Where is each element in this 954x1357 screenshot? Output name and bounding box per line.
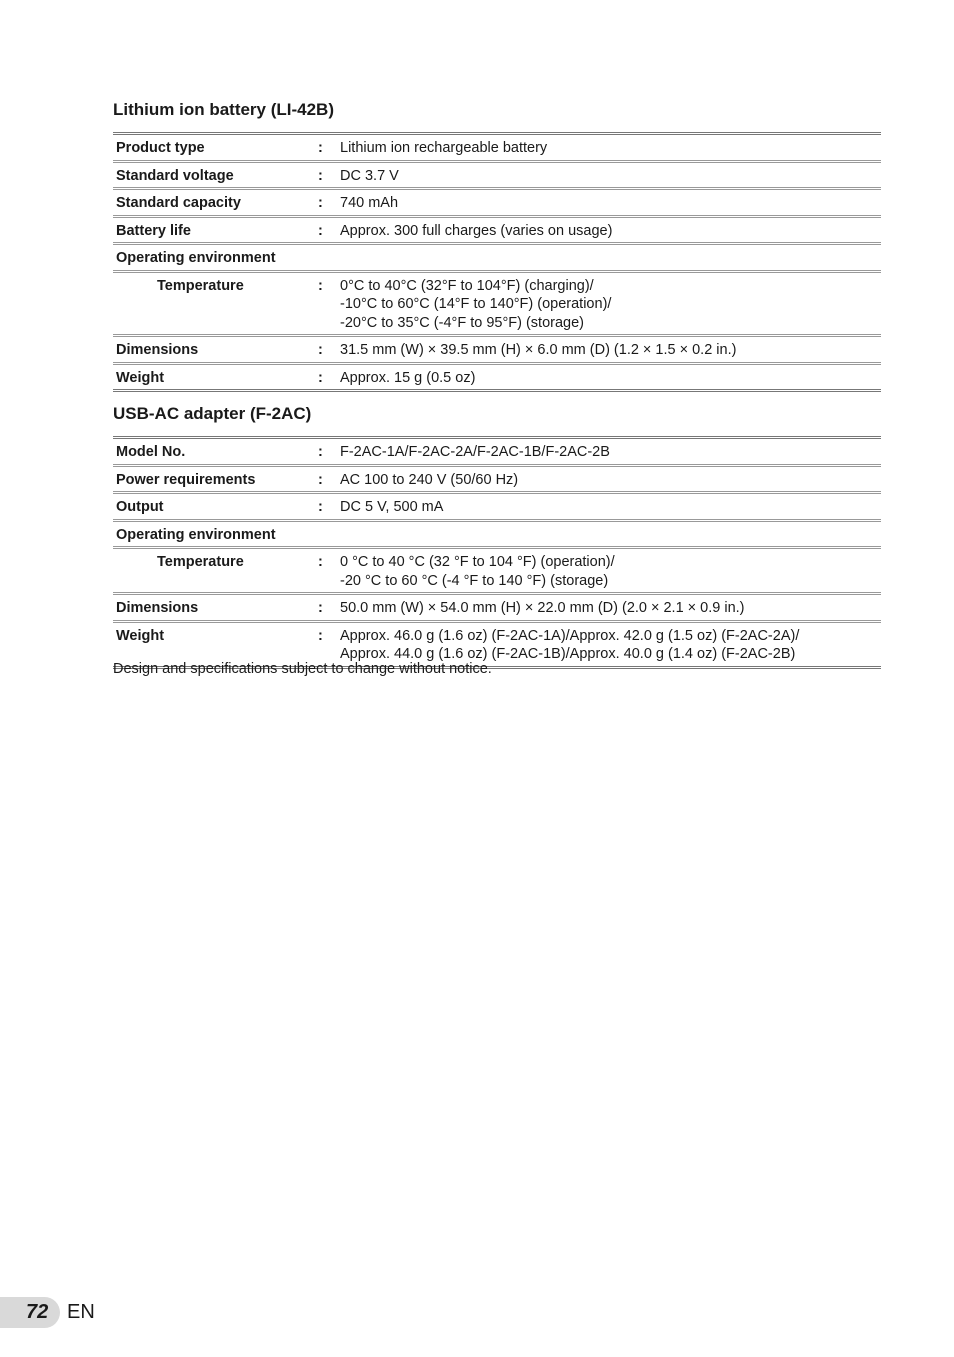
spec-label: Product type xyxy=(116,140,205,156)
spec-value xyxy=(340,277,881,333)
spec-colon: : xyxy=(318,600,323,616)
spec-value xyxy=(340,139,881,158)
spec-value xyxy=(340,194,881,213)
spec-value-line: 50.0 mm (W) × 54.0 mm (H) × 22.0 mm (D) (2.0 × 2.1 × 0.9 in.) xyxy=(340,600,745,616)
spec-label: Standard voltage xyxy=(116,167,234,184)
table-row xyxy=(113,187,881,215)
battery-spec-table xyxy=(113,132,881,392)
spec-label: Output xyxy=(116,499,164,515)
spec-colon: : xyxy=(318,342,323,358)
spec-value-line: Approx. 44.0 g (1.6 oz) (F-2AC-1B)/Approx. 40.0 g (1.4 oz) (F-2AC-2B) xyxy=(340,646,796,662)
spec-value-line: -10°C to 60°C (14°F to 140°F) (operation)/ xyxy=(340,296,612,312)
spec-label: Power requirements xyxy=(116,471,256,488)
spec-label: Operating environment xyxy=(116,250,276,266)
spec-colon: : xyxy=(318,369,323,386)
table-row xyxy=(113,620,881,666)
spec-value-line: Lithium ion rechargeable battery xyxy=(340,140,548,156)
spec-value-line: AC 100 to 240 V (50/60 Hz) xyxy=(340,471,519,488)
spec-colon: : xyxy=(318,277,323,294)
spec-value xyxy=(340,627,881,664)
spec-colon: : xyxy=(318,140,323,156)
page-language: EN xyxy=(67,1301,95,1323)
table-row xyxy=(113,519,881,547)
spec-value-line: 0 °C to 40 °C (32 °F to 104 °F) (operation)/ xyxy=(340,554,615,570)
spec-value-line: DC 3.7 V xyxy=(340,167,399,184)
spec-value xyxy=(340,341,881,360)
table-row xyxy=(113,215,881,243)
spec-label: Temperature xyxy=(157,554,244,570)
spec-value xyxy=(340,471,881,490)
spec-label: Standard capacity xyxy=(116,195,241,211)
disclaimer-note: Design and specifications subject to change without notice. xyxy=(113,661,492,677)
spec-value xyxy=(340,599,881,618)
spec-colon: : xyxy=(318,627,323,644)
table-row xyxy=(113,546,881,592)
table-row xyxy=(113,160,881,188)
spec-colon: : xyxy=(318,499,323,515)
spec-colon: : xyxy=(318,554,323,570)
spec-label: Dimensions xyxy=(116,342,199,358)
spec-value xyxy=(340,443,881,462)
spec-label: Model No. xyxy=(116,444,186,460)
table-row xyxy=(113,491,881,519)
spec-label: Weight xyxy=(116,369,165,386)
spec-value-line: 0°C to 40°C (32°F to 104°F) (charging)/ xyxy=(340,277,594,294)
spec-value-line: Approx. 15 g (0.5 oz) xyxy=(340,369,476,386)
spec-label: Dimensions xyxy=(116,600,199,616)
spec-value-line: 31.5 mm (W) × 39.5 mm (H) × 6.0 mm (D) (1.2 × 1.5 × 0.2 in.) xyxy=(340,342,737,358)
table-row xyxy=(113,334,881,362)
battery-section-title: Lithium ion battery (LI-42B) xyxy=(113,100,334,119)
spec-value-line: Approx. 300 full charges (varies on usage) xyxy=(340,222,613,239)
spec-colon: : xyxy=(318,471,323,488)
adapter-spec-table xyxy=(113,436,881,669)
spec-value-line: DC 5 V, 500 mA xyxy=(340,499,444,515)
spec-label: Weight xyxy=(116,627,165,644)
spec-value xyxy=(340,167,881,186)
table-row xyxy=(113,135,881,160)
adapter-section-title: USB-AC adapter (F-2AC) xyxy=(113,404,312,423)
table-row xyxy=(113,270,881,335)
spec-value-line: F-2AC-1A/F-2AC-2A/F-2AC-1B/F-2AC-2B xyxy=(340,444,610,460)
spec-label: Temperature xyxy=(157,277,244,294)
spec-colon: : xyxy=(318,167,323,184)
spec-value-line: -20 °C to 60 °C (-4 °F to 140 °F) (storage) xyxy=(340,572,609,589)
spec-colon: : xyxy=(318,444,323,460)
spec-value xyxy=(340,553,881,590)
spec-label: Operating environment xyxy=(116,526,276,543)
table-row xyxy=(113,592,881,620)
spec-value-line: 740 mAh xyxy=(340,195,399,211)
spec-label: Battery life xyxy=(116,222,191,239)
spec-colon: : xyxy=(318,195,323,211)
spec-value xyxy=(340,498,881,517)
table-row xyxy=(113,242,881,270)
page-number: 72 xyxy=(26,1301,49,1323)
spec-value-line: -20°C to 35°C (-4°F to 95°F) (storage) xyxy=(340,314,584,331)
spec-value xyxy=(340,222,881,241)
table-row xyxy=(113,439,881,464)
spec-value-line: Approx. 46.0 g (1.6 oz) (F-2AC-1A)/Approx. 42.0 g (1.5 oz) (F-2AC-2A)/ xyxy=(340,627,800,644)
spec-colon: : xyxy=(318,222,323,239)
spec-value xyxy=(340,369,881,388)
table-row xyxy=(113,464,881,492)
table-row xyxy=(113,362,881,390)
